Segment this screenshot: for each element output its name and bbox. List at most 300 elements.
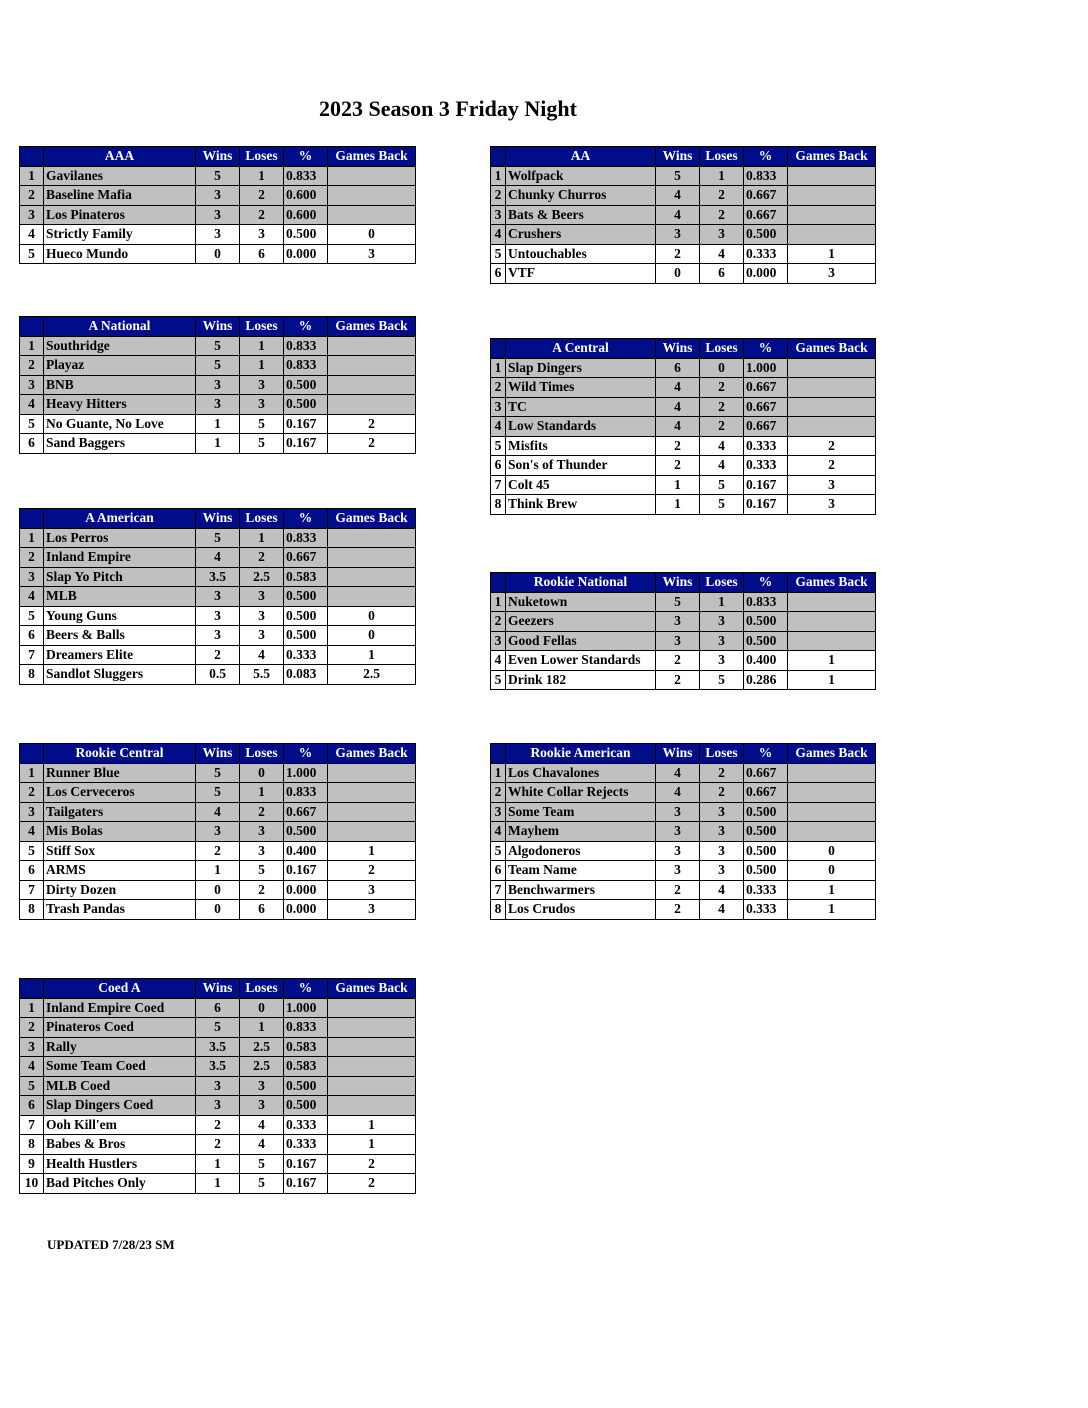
wins-cell: 4 [656,417,700,437]
wins-cell: 2 [656,880,700,900]
pct-cell: 0.286 [744,670,788,690]
table-row [20,375,416,395]
pct-cell: 0.500 [284,822,328,842]
rank-cell: 4 [20,395,44,415]
table-row [491,264,876,284]
table-row [491,670,876,690]
pct-cell: 1.000 [744,358,788,378]
pct-cell: 0.667 [284,548,328,568]
wins-cell: 4 [656,378,700,398]
wins-cell: 2 [656,244,700,264]
games-back-cell [788,205,876,225]
rank-cell: 5 [491,670,506,690]
pct-cell: 0.600 [284,186,328,206]
loses-cell: 4 [700,456,744,476]
wins-cell: 2 [656,436,700,456]
rank-cell: 4 [491,225,506,245]
rank-cell: 7 [491,475,506,495]
header-row [491,147,876,167]
team-name: Geezers [506,612,656,632]
rank-cell: 1 [20,998,44,1018]
rank-cell: 1 [20,166,44,186]
wins-cell: 3 [196,1076,240,1096]
games-back-cell [328,822,416,842]
wins-cell: 3 [656,861,700,881]
table-row [20,1154,416,1174]
table-row [491,763,876,783]
table-row [20,205,416,225]
wins-cell: 2 [656,651,700,671]
games-back-header: Games Back [328,147,416,167]
wins-header: Wins [196,509,240,529]
rank-cell: 10 [20,1174,44,1194]
games-back-cell: 1 [788,651,876,671]
table-row [20,1018,416,1038]
team-name: Babes & Bros [44,1135,196,1155]
games-back-cell [328,186,416,206]
loses-cell: 4 [240,1115,284,1135]
games-back-cell: 1 [788,900,876,920]
games-back-cell: 0 [328,626,416,646]
pct-cell: 0.500 [744,802,788,822]
loses-cell: 3 [240,395,284,415]
loses-cell: 3 [700,802,744,822]
team-name: Runner Blue [44,763,196,783]
rank-cell: 3 [491,631,506,651]
table-row [20,763,416,783]
games-back-cell: 1 [328,1135,416,1155]
games-back-cell: 3 [328,880,416,900]
team-name: Playaz [44,356,196,376]
rank-cell: 3 [491,802,506,822]
table-row [491,417,876,437]
loses-cell: 3 [240,375,284,395]
team-name: Some Team Coed [44,1057,196,1077]
games-back-cell [328,548,416,568]
table-row [491,651,876,671]
pct-cell: 0.600 [284,205,328,225]
loses-cell: 3 [700,861,744,881]
rank-cell: 3 [491,397,506,417]
wins-cell: 1 [656,495,700,515]
table-row [20,356,416,376]
games-back-cell: 2 [788,456,876,476]
games-back-cell [328,528,416,548]
wins-cell: 0 [196,880,240,900]
wins-cell: 0 [656,264,700,284]
loses-header: Loses [240,979,284,999]
games-back-cell [328,1018,416,1038]
wins-cell: 1 [196,1174,240,1194]
rank-cell: 8 [20,900,44,920]
loses-cell: 5 [240,861,284,881]
games-back-cell: 1 [328,1115,416,1135]
pct-cell: 0.500 [284,375,328,395]
games-back-header: Games Back [328,979,416,999]
games-back-cell [788,783,876,803]
team-name: Gavilanes [44,166,196,186]
games-back-cell: 2 [328,861,416,881]
pct-cell: 0.500 [284,1076,328,1096]
loses-cell: 3 [700,651,744,671]
pct-cell: 0.083 [284,665,328,685]
rank-cell: 6 [491,264,506,284]
team-name: Slap Dingers Coed [44,1096,196,1116]
games-back-cell: 2 [328,1174,416,1194]
loses-cell: 2.5 [240,567,284,587]
standings-table-a-national [19,316,416,454]
wins-cell: 5 [196,166,240,186]
games-back-cell: 2 [328,414,416,434]
table-row [491,186,876,206]
wins-cell: 3 [196,606,240,626]
table-row [20,822,416,842]
table-row [20,606,416,626]
team-name: Stiff Sox [44,841,196,861]
loses-cell: 6 [240,900,284,920]
wins-cell: 2 [196,841,240,861]
wins-cell: 2 [656,670,700,690]
table-row [491,358,876,378]
loses-cell: 0 [240,998,284,1018]
rank-cell: 3 [20,567,44,587]
loses-cell: 0 [700,358,744,378]
wins-cell: 5 [196,1018,240,1038]
games-back-cell [788,417,876,437]
pct-cell: 0.833 [284,783,328,803]
loses-cell: 3 [700,612,744,632]
games-back-cell [788,358,876,378]
pct-cell: 0.167 [284,434,328,454]
pct-cell: 0.167 [744,475,788,495]
pct-header: % [284,147,328,167]
division-name: Rookie American [506,744,656,764]
table-row [20,626,416,646]
pct-cell: 0.500 [284,225,328,245]
table-row [20,783,416,803]
loses-cell: 4 [240,645,284,665]
rank-header [20,317,44,337]
pct-cell: 1.000 [284,998,328,1018]
team-name: Team Name [506,861,656,881]
loses-cell: 6 [240,244,284,264]
team-name: ARMS [44,861,196,881]
table-row [491,397,876,417]
header-row [491,573,876,593]
wins-header: Wins [196,317,240,337]
table-row [491,900,876,920]
games-back-cell [328,587,416,607]
rank-cell: 6 [491,456,506,476]
team-name: Chunky Churros [506,186,656,206]
loses-cell: 5 [240,434,284,454]
loses-header: Loses [700,573,744,593]
loses-cell: 4 [700,900,744,920]
wins-cell: 6 [196,998,240,1018]
loses-cell: 3 [240,1096,284,1116]
table-row [491,244,876,264]
table-row [20,395,416,415]
table-row [20,802,416,822]
pct-cell: 0.833 [744,592,788,612]
games-back-cell: 0 [788,861,876,881]
games-back-header: Games Back [788,744,876,764]
wins-cell: 2 [656,900,700,920]
games-back-cell: 0 [788,841,876,861]
loses-cell: 2.5 [240,1057,284,1077]
loses-header: Loses [240,509,284,529]
standings-table-rookie-american [490,743,876,920]
wins-header: Wins [656,147,700,167]
pct-cell: 0.833 [744,166,788,186]
team-name: Son's of Thunder [506,456,656,476]
loses-cell: 4 [700,880,744,900]
team-name: Nuketown [506,592,656,612]
pct-cell: 0.500 [744,631,788,651]
games-back-cell [788,802,876,822]
team-name: Some Team [506,802,656,822]
team-name: Colt 45 [506,475,656,495]
rank-cell: 4 [20,822,44,842]
table-row [20,414,416,434]
rank-cell: 5 [20,1076,44,1096]
pct-cell: 0.500 [284,395,328,415]
rank-cell: 7 [491,880,506,900]
table-row [20,1115,416,1135]
table-row [491,456,876,476]
games-back-cell: 3 [328,244,416,264]
games-back-cell [788,166,876,186]
pct-cell: 0.500 [744,841,788,861]
games-back-cell [788,378,876,398]
games-back-header: Games Back [328,509,416,529]
pct-header: % [284,744,328,764]
updated-note: UPDATED 7/28/23 SM [47,1237,175,1252]
pct-cell: 0.000 [284,244,328,264]
team-name: Even Lower Standards [506,651,656,671]
standings-table-a-american [19,508,416,685]
rank-cell: 2 [20,548,44,568]
team-name: Southridge [44,336,196,356]
table-row [20,1076,416,1096]
games-back-cell: 3 [788,264,876,284]
rank-cell: 2 [491,378,506,398]
team-name: Bad Pitches Only [44,1174,196,1194]
rank-cell: 7 [20,1115,44,1135]
header-row [20,147,416,167]
pct-cell: 0.500 [284,606,328,626]
pct-cell: 0.333 [744,456,788,476]
pct-cell: 0.500 [284,626,328,646]
loses-cell: 1 [240,356,284,376]
games-back-cell [788,822,876,842]
loses-cell: 0 [240,763,284,783]
standings-table-aaa [19,146,416,264]
team-name: Los Cerveceros [44,783,196,803]
games-back-header: Games Back [788,339,876,359]
loses-header: Loses [240,147,284,167]
division-name: Rookie National [506,573,656,593]
pct-header: % [744,339,788,359]
team-name: Young Guns [44,606,196,626]
games-back-cell [328,783,416,803]
division-name: A American [44,509,196,529]
team-name: Trash Pandas [44,900,196,920]
loses-cell: 1 [240,1018,284,1038]
pct-cell: 0.583 [284,1057,328,1077]
pct-cell: 0.583 [284,567,328,587]
wins-cell: 3 [656,225,700,245]
rank-cell: 3 [491,205,506,225]
rank-cell: 1 [491,592,506,612]
wins-cell: 4 [656,186,700,206]
wins-cell: 3 [656,612,700,632]
team-name: Bats & Beers [506,205,656,225]
games-back-cell [788,397,876,417]
games-back-cell: 1 [788,244,876,264]
wins-header: Wins [196,744,240,764]
pct-cell: 0.833 [284,336,328,356]
rank-cell: 4 [20,1057,44,1077]
pct-cell: 0.500 [284,1096,328,1116]
team-name: Baseline Mafia [44,186,196,206]
table-row [20,1037,416,1057]
division-name: A National [44,317,196,337]
rank-cell: 6 [20,434,44,454]
division-name: A Central [506,339,656,359]
header-row [20,979,416,999]
table-row [491,783,876,803]
pct-header: % [744,147,788,167]
wins-cell: 1 [656,475,700,495]
wins-cell: 3 [656,841,700,861]
loses-cell: 3 [240,822,284,842]
pct-cell: 0.667 [744,186,788,206]
loses-header: Loses [240,744,284,764]
loses-cell: 1 [240,336,284,356]
wins-header: Wins [196,979,240,999]
table-row [20,880,416,900]
table-row [20,1174,416,1194]
pct-cell: 0.000 [744,264,788,284]
rank-header [491,339,506,359]
wins-cell: 4 [196,802,240,822]
team-name: Wild Times [506,378,656,398]
pct-header: % [284,509,328,529]
rank-cell: 1 [20,763,44,783]
team-name: Inland Empire Coed [44,998,196,1018]
loses-cell: 5 [240,1154,284,1174]
rank-header [491,744,506,764]
loses-cell: 6 [700,264,744,284]
team-name: Sand Baggers [44,434,196,454]
header-row [491,744,876,764]
team-name: Algodoneros [506,841,656,861]
table-row [20,434,416,454]
team-name: White Collar Rejects [506,783,656,803]
pct-cell: 0.333 [284,1135,328,1155]
rank-header [20,744,44,764]
table-row [20,186,416,206]
wins-cell: 5 [196,783,240,803]
team-name: Ooh Kill'em [44,1115,196,1135]
rank-cell: 4 [491,822,506,842]
games-back-cell: 3 [788,495,876,515]
rank-header [491,147,506,167]
team-name: Los Pinateros [44,205,196,225]
rank-cell: 2 [491,186,506,206]
header-row [20,744,416,764]
wins-cell: 3 [656,802,700,822]
loses-cell: 2 [240,205,284,225]
wins-cell: 3.5 [196,567,240,587]
rank-cell: 5 [491,436,506,456]
team-name: VTF [506,264,656,284]
wins-cell: 5 [656,166,700,186]
rank-cell: 4 [491,417,506,437]
wins-cell: 0 [196,244,240,264]
loses-cell: 2 [240,548,284,568]
pct-header: % [744,744,788,764]
wins-cell: 6 [656,358,700,378]
loses-cell: 3 [700,822,744,842]
team-name: MLB [44,587,196,607]
team-name: No Guante, No Love [44,414,196,434]
table-row [20,244,416,264]
wins-cell: 4 [656,783,700,803]
games-back-cell: 0 [328,606,416,626]
loses-cell: 2 [240,186,284,206]
rank-cell: 6 [20,626,44,646]
games-back-cell [328,1076,416,1096]
table-row [491,802,876,822]
games-back-cell [328,166,416,186]
team-name: Untouchables [506,244,656,264]
wins-cell: 4 [656,763,700,783]
table-row [491,225,876,245]
rank-cell: 8 [491,900,506,920]
games-back-cell: 1 [328,841,416,861]
games-back-header: Games Back [788,573,876,593]
team-name: Los Perros [44,528,196,548]
games-back-cell: 3 [788,475,876,495]
pct-header: % [284,317,328,337]
loses-cell: 1 [240,783,284,803]
pct-cell: 0.833 [284,1018,328,1038]
team-name: Wolfpack [506,166,656,186]
pct-cell: 0.667 [744,397,788,417]
team-name: Strictly Family [44,225,196,245]
rank-cell: 6 [20,1096,44,1116]
games-back-cell [788,225,876,245]
table-row [20,1096,416,1116]
table-row [491,592,876,612]
games-back-cell [788,186,876,206]
wins-cell: 2 [196,1135,240,1155]
games-back-cell [328,802,416,822]
loses-cell: 5 [700,495,744,515]
team-name: BNB [44,375,196,395]
loses-cell: 5 [700,670,744,690]
wins-cell: 3 [196,375,240,395]
pct-cell: 0.333 [744,900,788,920]
division-name: AAA [44,147,196,167]
games-back-cell [788,592,876,612]
rank-cell: 3 [20,802,44,822]
team-name: Good Fellas [506,631,656,651]
table-row [491,436,876,456]
team-name: Beers & Balls [44,626,196,646]
